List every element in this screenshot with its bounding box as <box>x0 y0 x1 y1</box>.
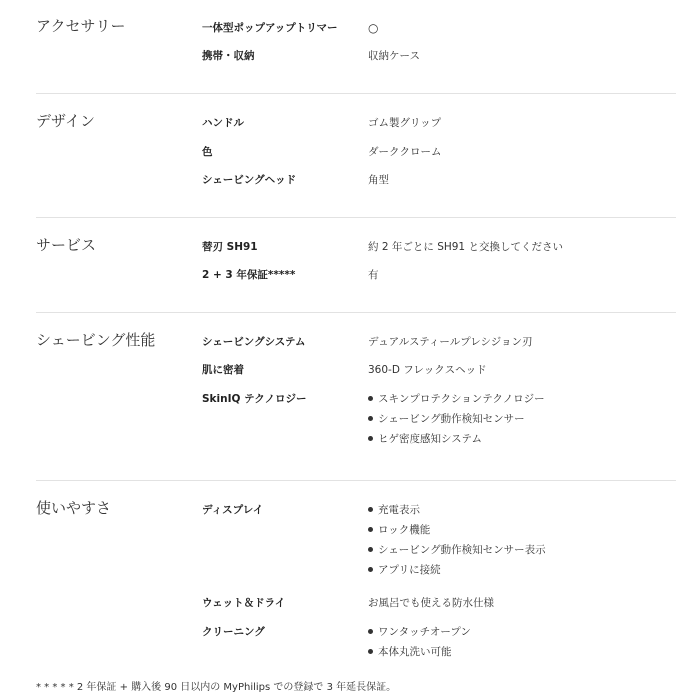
spec-label: シェービングヘッド <box>202 174 297 186</box>
spec-label: 2 + 3 年保証***** <box>202 269 296 281</box>
bullet-icon <box>368 629 373 634</box>
list-item: ワンタッチオープン <box>368 624 471 644</box>
list-item: シェービング動作検知センサー <box>368 411 545 431</box>
list-item: 充電表示 <box>368 502 546 522</box>
section-title: アクセサリー <box>36 17 126 35</box>
spec-label: 肌に密着 <box>202 364 244 376</box>
spec-value: 約 2 年ごとに SH91 と交換してください <box>368 241 563 253</box>
spec-value: お風呂でも使える防水仕様 <box>368 597 494 609</box>
spec-label: ハンドル <box>202 117 244 129</box>
bullet-icon <box>368 649 373 654</box>
list-item: シェービング動作検知センサー表示 <box>368 542 546 562</box>
bullet-icon <box>368 567 373 572</box>
spec-value: デュアルスティールプレシジョン刃 <box>368 336 533 348</box>
bullet-icon <box>368 436 373 441</box>
section-title: 使いやすさ <box>36 499 112 517</box>
list-item: スキンプロテクションテクノロジー <box>368 391 545 411</box>
section-divider <box>36 480 676 481</box>
list-item: ヒゲ密度感知システム <box>368 431 545 451</box>
spec-value: 角型 <box>368 174 389 186</box>
spec-label: 一体型ポップアップトリマー <box>202 22 338 34</box>
spec-value: ○ <box>368 21 379 35</box>
spec-label: ウェット＆ドライ <box>202 597 286 609</box>
spec-value: 360-D フレックスヘッド <box>368 364 487 376</box>
spec-label: ディスプレイ <box>202 504 264 516</box>
section-title: デザイン <box>36 112 95 130</box>
list-item: 本体丸洗い可能 <box>368 644 471 664</box>
bullet-list <box>368 391 545 451</box>
spec-value: ゴム製グリップ <box>368 117 442 129</box>
bullet-icon <box>368 396 373 401</box>
section-title: シェービング性能 <box>36 331 156 349</box>
list-item: ロック機能 <box>368 522 546 542</box>
spec-label: 替刃 SH91 <box>202 241 258 253</box>
section-divider <box>36 217 676 218</box>
spec-value: 有 <box>368 269 379 281</box>
bullet-icon <box>368 416 373 421</box>
bullet-list <box>368 502 546 582</box>
spec-label: シェービングシステム <box>202 336 306 348</box>
list-item: アプリに接続 <box>368 562 546 582</box>
bullet-icon <box>368 527 373 532</box>
bullet-list <box>368 624 471 664</box>
spec-label: 色 <box>202 146 213 158</box>
section-title: サービス <box>36 236 97 254</box>
bullet-icon <box>368 547 373 552</box>
spec-label: SkinIQ テクノロジー <box>202 393 307 405</box>
spec-value: ダーククローム <box>368 146 442 158</box>
spec-label: 携帯・収納 <box>202 50 255 62</box>
spec-value: 収納ケース <box>368 50 420 62</box>
bullet-icon <box>368 507 373 512</box>
section-divider <box>36 312 676 313</box>
spec-label: クリーニング <box>202 626 265 638</box>
section-divider <box>36 93 676 94</box>
warranty-footnote: * * * * * 2 年保証 + 購入後 90 日以内の MyPhilips での登録で 3 年延長保証。 <box>36 682 397 693</box>
